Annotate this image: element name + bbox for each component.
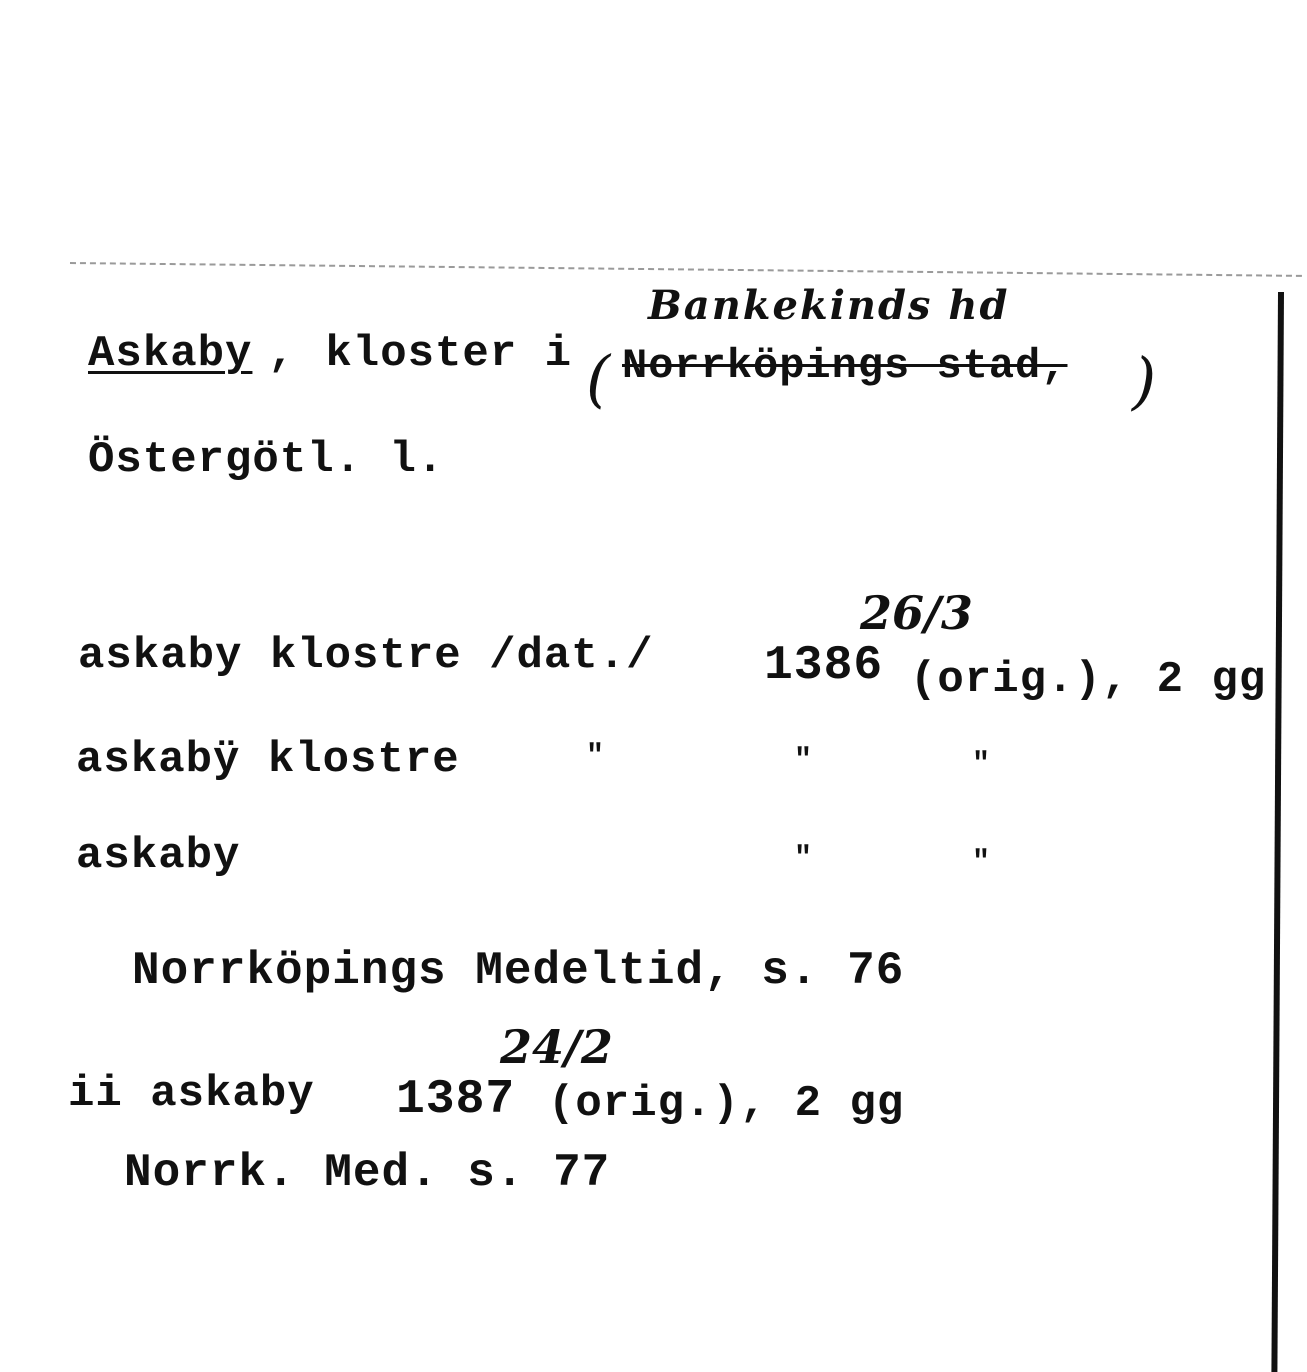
handwritten-insert: Bankekinds hd (648, 282, 1010, 329)
handwritten-date: 24/2 (500, 1020, 613, 1074)
ditto-mark: " (794, 842, 813, 876)
heading-text: kloster i (298, 329, 573, 379)
entry-form: askaby klostre /dat./ (78, 631, 654, 681)
ditto-mark: " (586, 740, 605, 774)
entry-source-note: (orig.), 2 gg (548, 1079, 905, 1129)
close-paren: ) (1132, 344, 1157, 417)
entry-year: 1386 (764, 639, 884, 693)
ditto-mark: " (972, 748, 991, 782)
province-line: Östergötl. l. (88, 435, 445, 485)
entry-source-note: (orig.), 2 gg (910, 655, 1267, 705)
entry-form: askabÿ klostre (76, 735, 460, 785)
place-comma: , (268, 329, 296, 379)
struck-location: Norrköpings stad, (622, 342, 1068, 390)
card-right-edge (1271, 292, 1284, 1372)
card-top-edge (70, 262, 1302, 277)
entry-form: ii askaby (68, 1069, 315, 1119)
source-reference: Norrk. Med. s. 77 (124, 1147, 611, 1199)
ditto-mark: " (794, 744, 813, 778)
source-reference: Norrköpings Medeltid, s. 76 (132, 945, 905, 997)
handwritten-date: 26/3 (860, 586, 973, 640)
place-name: Askaby (88, 329, 253, 379)
ditto-mark: " (972, 846, 991, 880)
open-paren: ( (586, 342, 611, 415)
entry-form: askaby (76, 831, 241, 881)
entry-year: 1387 (396, 1073, 516, 1127)
